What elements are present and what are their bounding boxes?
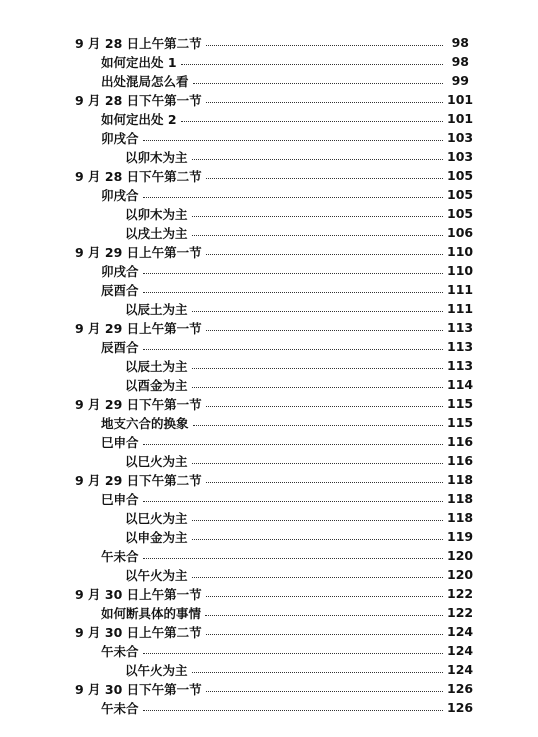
dot-leader: [206, 45, 443, 46]
toc-subentry: [0, 508, 474, 527]
toc-page-number: 122: [447, 605, 474, 620]
dot-leader: [206, 596, 443, 597]
dot-leader: [143, 197, 443, 198]
toc-section-entry: [0, 394, 474, 413]
toc-page-number: 101: [447, 92, 474, 107]
toc-section-entry: [0, 622, 474, 641]
dot-leader: [206, 102, 443, 103]
toc-subentry: [0, 660, 474, 679]
toc-subentry: [0, 527, 474, 546]
toc-entry-title: 以戌土为主: [125, 225, 188, 241]
toc-section-entry: [0, 318, 474, 337]
toc-entry-title: 9 月 29 日下午第二节: [75, 472, 202, 488]
toc-entry-title: 9 月 29 日下午第一节: [75, 396, 202, 412]
toc-entry-title: 以申金为主: [125, 529, 188, 545]
toc-subentry: [0, 223, 474, 242]
toc-page-number: 98: [451, 35, 469, 50]
toc-entry-title: 9 月 28 日下午第二节: [75, 168, 202, 184]
toc-entry-title: 9 月 30 日上午第一节: [75, 586, 202, 602]
dot-leader: [143, 140, 443, 141]
dot-leader: [206, 254, 443, 255]
dot-leader: [143, 273, 443, 274]
toc-entry-title: 9 月 30 日下午第一节: [75, 681, 202, 697]
toc-subentry: [0, 299, 474, 318]
toc-page-number: 103: [447, 130, 474, 145]
dot-leader: [192, 387, 443, 388]
toc-page-number: 113: [447, 320, 474, 335]
toc-subentry: [0, 413, 474, 432]
dot-leader: [192, 216, 443, 217]
toc-entry-title: 地支六合的换象: [101, 415, 189, 431]
dot-leader: [192, 368, 443, 369]
toc-subentry: [0, 71, 469, 90]
toc-page-number: 105: [447, 168, 474, 183]
toc-entry-title: 卯戌合: [101, 130, 139, 146]
dot-leader: [143, 501, 443, 502]
toc-entry-title: 以巳火为主: [125, 510, 188, 526]
toc-subentry: [0, 375, 474, 394]
dot-leader: [206, 691, 443, 692]
dot-leader: [143, 653, 443, 654]
toc-page-number: 118: [447, 510, 474, 525]
toc-entry-title: 以酉金为主: [125, 377, 188, 393]
dot-leader: [181, 64, 443, 65]
toc-subentry: [0, 546, 474, 565]
dot-leader: [206, 634, 443, 635]
toc-entry-title: 以午火为主: [125, 567, 188, 583]
toc-section-entry: [0, 166, 474, 185]
toc-page-number: 118: [447, 472, 474, 487]
toc-page-number: 103: [447, 149, 474, 164]
dot-leader: [143, 710, 443, 711]
toc-subentry: [0, 356, 474, 375]
dot-leader: [192, 463, 443, 464]
toc-subentry: [0, 280, 474, 299]
toc-subentry: [0, 109, 474, 128]
toc-entry-title: 以巳火为主: [125, 453, 188, 469]
toc-section-entry: [0, 242, 474, 261]
toc-page-number: 115: [447, 396, 474, 411]
dot-leader: [192, 159, 443, 160]
toc-subentry: [0, 204, 474, 223]
toc-page-number: 113: [447, 358, 474, 373]
toc-entry-title: 以卯木为主: [125, 149, 188, 165]
dot-leader: [193, 83, 443, 84]
toc-page-number: 110: [447, 263, 474, 278]
toc-subentry: [0, 451, 474, 470]
toc-entry-title: 辰酉合: [101, 339, 139, 355]
dot-leader: [192, 520, 443, 521]
dot-leader: [192, 672, 443, 673]
dot-leader: [143, 292, 443, 293]
toc-entry-title: 9 月 28 日上午第二节: [75, 35, 202, 51]
toc-page-number: 119: [447, 529, 474, 544]
toc-entry-title: 以辰土为主: [125, 301, 188, 317]
toc-entry-title: 9 月 29 日上午第一节: [75, 320, 202, 336]
toc-subentry: [0, 261, 474, 280]
toc-page-number: 99: [451, 73, 469, 88]
toc-subentry: [0, 337, 474, 356]
dot-leader: [192, 235, 443, 236]
dot-leader: [181, 121, 443, 122]
toc-entry-title: 以辰土为主: [125, 358, 188, 374]
dot-leader: [192, 577, 443, 578]
toc-page-number: 118: [447, 491, 474, 506]
toc-entry-title: 卯戌合: [101, 263, 139, 279]
table-of-contents: [0, 33, 538, 717]
toc-subentry: [0, 641, 474, 660]
toc-page-number: 116: [447, 434, 474, 449]
toc-page-number: 110: [447, 244, 474, 259]
toc-page-number: 120: [447, 567, 474, 582]
toc-entry-title: 9 月 28 日下午第一节: [75, 92, 202, 108]
toc-entry-title: 卯戌合: [101, 187, 139, 203]
toc-subentry: [0, 603, 474, 622]
dot-leader: [192, 311, 443, 312]
toc-entry-title: 午未合: [101, 643, 139, 659]
toc-page-number: 106: [447, 225, 474, 240]
toc-page-number: 111: [447, 282, 474, 297]
toc-entry-title: 如何定出处 1: [101, 54, 177, 70]
toc-page-number: 98: [451, 54, 469, 69]
toc-entry-title: 午未合: [101, 700, 139, 716]
toc-section-entry: [0, 33, 469, 52]
toc-page-number: 126: [447, 681, 474, 696]
toc-subentry: [0, 185, 474, 204]
toc-subentry: [0, 147, 474, 166]
toc-subentry: [0, 698, 474, 717]
toc-page-number: 122: [447, 586, 474, 601]
toc-page-number: 105: [447, 187, 474, 202]
toc-section-entry: [0, 470, 474, 489]
toc-entry-title: 以午火为主: [125, 662, 188, 678]
toc-page-number: 126: [447, 700, 474, 715]
dot-leader: [143, 349, 443, 350]
toc-entry-title: 出处混局怎么看: [101, 73, 189, 89]
toc-page-number: 124: [447, 662, 474, 677]
toc-subentry: [0, 432, 474, 451]
toc-entry-title: 巳申合: [101, 434, 139, 450]
dot-leader: [206, 178, 443, 179]
toc-page-number: 105: [447, 206, 474, 221]
toc-subentry: [0, 128, 474, 147]
toc-entry-title: 午未合: [101, 548, 139, 564]
dot-leader: [206, 406, 443, 407]
toc-page-number: 124: [447, 643, 474, 658]
toc-entry-title: 辰酉合: [101, 282, 139, 298]
dot-leader: [206, 482, 443, 483]
dot-leader: [192, 539, 443, 540]
dot-leader: [193, 425, 443, 426]
toc-entry-title: 以卯木为主: [125, 206, 188, 222]
toc-page-number: 120: [447, 548, 474, 563]
toc-subentry: [0, 52, 469, 71]
toc-page-number: 124: [447, 624, 474, 639]
toc-subentry: [0, 565, 474, 584]
toc-page-number: 113: [447, 339, 474, 354]
toc-entry-title: 如何定出处 2: [101, 111, 177, 127]
toc-entry-title: 9 月 29 日上午第一节: [75, 244, 202, 260]
toc-page-number: 111: [447, 301, 474, 316]
toc-page-number: 115: [447, 415, 474, 430]
dot-leader: [143, 444, 443, 445]
toc-page-number: 116: [447, 453, 474, 468]
toc-section-entry: [0, 679, 474, 698]
dot-leader: [206, 330, 443, 331]
toc-entry-title: 巳申合: [101, 491, 139, 507]
toc-page-number: 101: [447, 111, 474, 126]
toc-section-entry: [0, 90, 474, 109]
dot-leader: [143, 558, 443, 559]
toc-section-entry: [0, 584, 474, 603]
toc-entry-title: 如何断具体的事情: [101, 605, 202, 621]
dot-leader: [205, 615, 443, 616]
toc-page-number: 114: [447, 377, 474, 392]
toc-entry-title: 9 月 30 日上午第二节: [75, 624, 202, 640]
toc-subentry: [0, 489, 474, 508]
